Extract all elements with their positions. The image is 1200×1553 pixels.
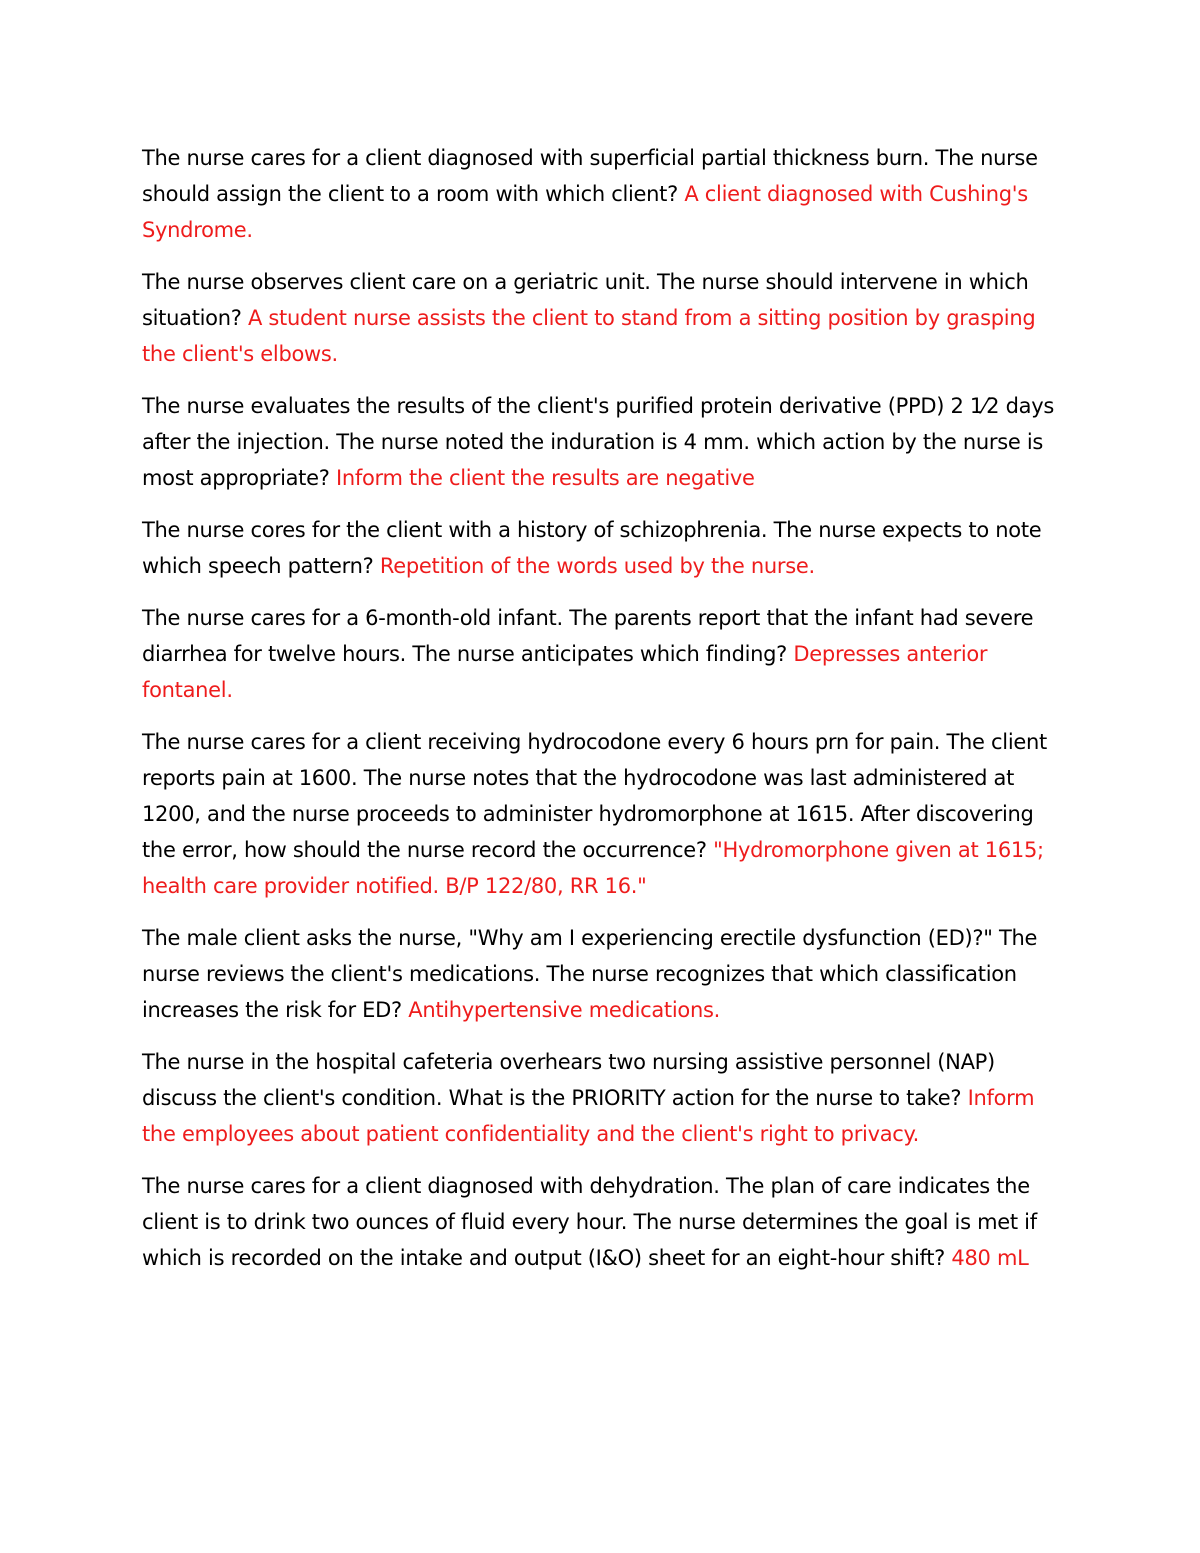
question-text: The nurse observes client care on a geriatric unit. The nurse should intervene in which situation? [142, 270, 1029, 330]
answer-text: Antihypertensive medications. [408, 998, 720, 1022]
answer-text: Repetition of the words used by the nurse. [379, 554, 815, 578]
qa-item-8 [142, 1044, 1067, 1152]
question-text: The nurse evaluates the results of the client's purified protein derivative (PPD) 2 1⁄2 days after the injection. The nurse noted the induration is 4 mm. which action by the nurse is most appropriate? [142, 394, 1054, 490]
answer-text: Inform the employees about patient confidentiality and the client's right to privacy. [142, 1086, 1035, 1146]
qa-item-9 [142, 1168, 1067, 1276]
question-text: The nurse cares for a client diagnosed with superficial partial thickness burn. The nurse should assign the client to a room with which client? [142, 146, 1038, 206]
qa-item-6 [142, 724, 1067, 904]
answer-text: A student nurse assists the client to stand from a sitting position by grasping the client's elbows. [142, 306, 1036, 366]
answer-text: A client diagnosed with Cushing's Syndrome. [142, 182, 1028, 242]
question-text: The nurse cores for the client with a history of schizophrenia. The nurse expects to note which speech pattern? [142, 518, 1042, 578]
answer-text: 480 mL [951, 1246, 1029, 1270]
qa-item-7 [142, 920, 1067, 1028]
qa-item-2 [142, 264, 1067, 372]
qa-item-1 [142, 140, 1067, 248]
qa-item-4 [142, 512, 1067, 584]
question-text: The nurse cares for a client receiving hydrocodone every 6 hours prn for pain. The client reports pain at 1600. The nurse notes that the hydrocodone was last administered at 1200, and the nurse proceeds to administer hydromorphone at 1615. After discovering the error, how should the nurse record the occurrence? [142, 730, 1047, 862]
qa-item-5 [142, 600, 1067, 708]
question-text: The nurse cares for a 6-month-old infant. The parents report that the infant had severe diarrhea for twelve hours. The nurse anticipates which finding? [142, 606, 1034, 666]
question-text: The nurse cares for a client diagnosed with dehydration. The plan of care indicates the client is to drink two ounces of fluid every hour. The nurse determines the goal is met if which is recorded on the intake and output (I&O) sheet for an eight-hour shift? [142, 1174, 1037, 1270]
question-text: The male client asks the nurse, "Why am I experiencing erectile dysfunction (ED)?" The nurse reviews the client's medications. The nurse recognizes that which classification increases the risk for ED? [142, 926, 1038, 1022]
document-page [142, 140, 1067, 1292]
question-text: The nurse in the hospital cafeteria overhears two nursing assistive personnel (NAP) discuss the client's condition. What is the PRIORITY action for the nurse to take? [142, 1050, 995, 1110]
answer-text: Depresses anterior fontanel. [142, 642, 988, 702]
qa-item-3 [142, 388, 1067, 496]
answer-text: "Hydromorphone given at 1615; health care provider notified. B/P 122/80, RR 16." [142, 838, 1044, 898]
answer-text: Inform the client the results are negative [335, 466, 755, 490]
